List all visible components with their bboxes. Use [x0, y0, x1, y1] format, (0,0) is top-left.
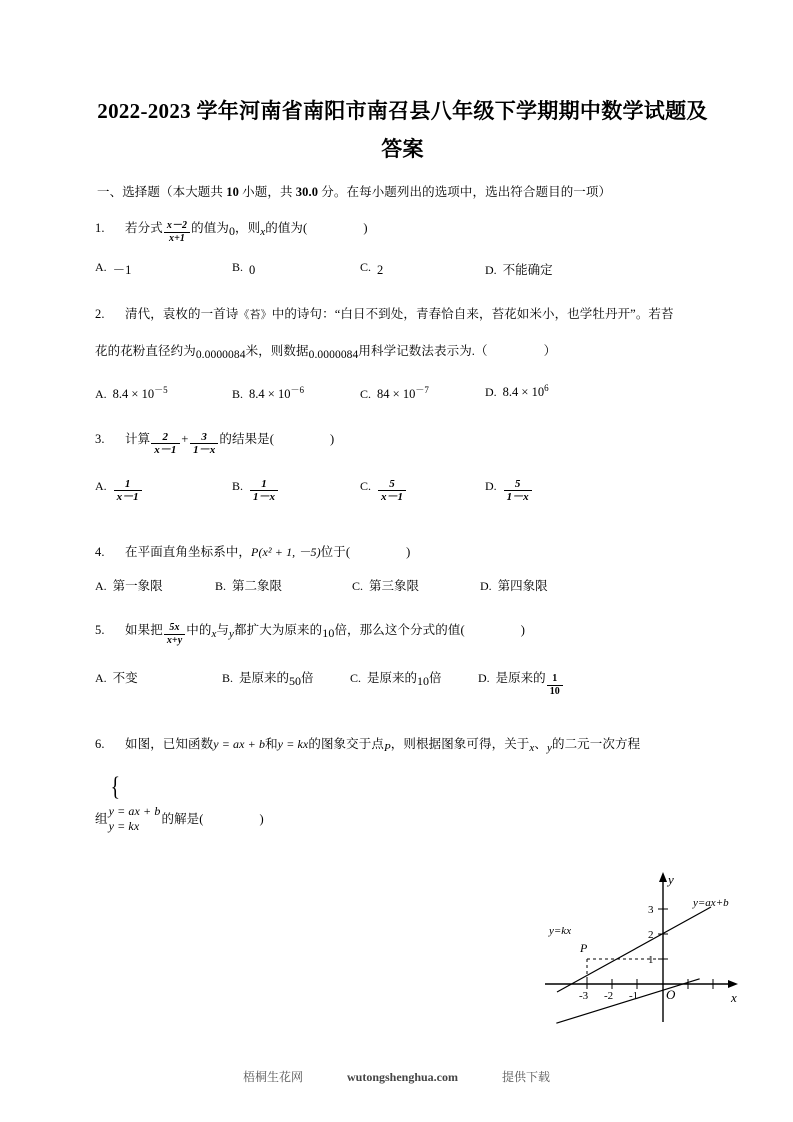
fraction-numerator: 1 [114, 478, 142, 491]
question-6-line2-a: 组 [95, 812, 108, 826]
question-5-option-c[interactable] [350, 668, 442, 689]
question-2-stem-line1 [95, 300, 710, 329]
question-1-fraction-numerator: x－2 [164, 220, 190, 233]
question-2-number: 2. [95, 307, 105, 321]
fraction-denominator: 1－x [193, 444, 216, 456]
option-value: 不变 [112, 671, 138, 685]
question-6-line2-b: 的解是( [161, 812, 204, 826]
question-1-fraction-denominator: x+1 [168, 233, 185, 244]
question-5-text-a: 如果把 [125, 623, 163, 637]
question-4-text-a: 在平面直角坐标系中， [125, 545, 252, 559]
option-label: D. [485, 385, 497, 400]
question-3-number: 3. [95, 432, 105, 446]
question-2 [95, 300, 710, 403]
question-1-text-a: 若分式 [125, 221, 163, 235]
fraction-denominator: 1－x [506, 491, 529, 503]
footer-url: wutongshenghua.com [346, 1070, 459, 1084]
option-mantissa: 8.4 × 10 [249, 387, 291, 402]
question-5 [95, 616, 710, 702]
question-6-line1-d: ，则根据图象可得，关于 [390, 737, 530, 751]
option-value: 0 [249, 263, 256, 277]
option-suffix: 倍 [429, 671, 442, 685]
question-3-text-b: 的结果是( [219, 432, 275, 446]
option-prefix: 是原来的 [239, 671, 290, 685]
question-2-line1-b: 中的诗句：“白日不到处，青春恰自来，苔花如米小，也学牡丹开”。若苔 [271, 307, 674, 321]
option-label: B. [232, 387, 244, 402]
fraction-numerator: 1 [547, 673, 563, 686]
question-1-text-d: 的值为( [265, 221, 308, 235]
option-exponent: －7 [415, 385, 429, 395]
option-value: 不能确定 [502, 263, 553, 277]
option-mantissa: 8.4 × 10 [112, 387, 155, 402]
figure-x-tick--2: -2 [604, 990, 614, 1002]
question-4 [95, 538, 710, 596]
question-5-text-d: 都扩大为原来的 [234, 623, 323, 637]
question-2-option-c[interactable] [360, 383, 429, 402]
question-5-option-b[interactable] [222, 668, 314, 689]
question-2-option-d[interactable] [485, 383, 549, 400]
option-value [249, 387, 304, 401]
option-label: C. [360, 479, 372, 493]
question-5-variable-x: x [211, 628, 217, 640]
question-3-option-b[interactable] [232, 478, 279, 503]
question-1-option-d[interactable] [485, 260, 553, 278]
question-2-line2-c: 用科学记数法表示为.（ [358, 344, 488, 358]
option-number: 10 [417, 674, 430, 688]
question-1 [95, 214, 710, 280]
question-6-figure [535, 862, 750, 1032]
question-6-variable-x: x [529, 742, 535, 754]
fraction-numerator: 1 [250, 478, 278, 491]
question-3-stem [95, 425, 710, 456]
question-4-number: 4. [95, 545, 105, 559]
figure-line2-label: y=kx [549, 925, 572, 937]
option-value: 第一象限 [112, 579, 163, 593]
figure-line1-label: y=ax+b [693, 897, 729, 909]
fraction-denominator: 1－x [253, 491, 276, 503]
question-1-text-c: ，则 [235, 221, 261, 235]
question-6 [95, 730, 710, 834]
option-label: A. [95, 671, 107, 685]
fraction-denominator: x－1 [381, 491, 404, 503]
option-label: D. [485, 479, 497, 493]
question-1-option-a[interactable] [95, 260, 131, 278]
figure-x-tick--3: -3 [579, 990, 589, 1002]
fraction-numerator: 5x [164, 622, 185, 635]
system-equation-2: y = kx [108, 819, 140, 833]
question-6-line1-f: 的二元一次方程 [551, 737, 641, 751]
option-exponent: －6 [290, 385, 304, 395]
fraction-denominator: x+y [166, 635, 183, 646]
option-fraction [547, 673, 563, 698]
option-label: D. [478, 671, 490, 685]
option-mantissa: 8.4 × 10 [502, 385, 545, 400]
question-1-option-b[interactable] [232, 260, 255, 278]
option-mantissa: 84 × 10 [377, 387, 416, 402]
figure-point-p-label: P [580, 941, 588, 955]
question-4-text-c: ) [406, 545, 411, 559]
option-value: 第二象限 [232, 579, 283, 593]
question-4-options [95, 576, 710, 596]
question-2-value-1: 0.0000084 [195, 349, 246, 361]
option-label: D. [480, 579, 492, 593]
option-value: 2 [377, 263, 384, 277]
section-heading-count: 10 [226, 185, 239, 199]
question-6-equation-2: y = kx [277, 737, 309, 751]
question-5-text-e: 倍，那么这个分式的值( [334, 623, 465, 637]
section-heading-part1: 一、选择题（本大题共 [97, 185, 227, 199]
question-1-variable-x: x [260, 226, 266, 238]
section-heading [97, 182, 710, 202]
option-label: C. [350, 671, 362, 685]
question-6-stem-line1 [95, 730, 710, 762]
option-value [250, 478, 278, 503]
question-4-stem [95, 538, 710, 566]
option-prefix: 是原来的 [495, 671, 546, 685]
question-3-plus-sign: + [180, 432, 190, 446]
question-4-option-c[interactable] [352, 576, 419, 594]
question-5-text-b: 中的 [186, 623, 212, 637]
option-label: A. [95, 579, 107, 593]
option-label: C. [360, 260, 372, 274]
question-2-options [95, 383, 710, 403]
option-label: A. [95, 260, 107, 274]
option-label: C. [360, 387, 372, 402]
fraction-numerator: 5 [504, 478, 532, 491]
question-6-variable-y: y [547, 742, 552, 754]
question-2-line1-a: 清代，袁枚的一首诗 [125, 307, 239, 321]
document-content [95, 92, 737, 1005]
option-label: A. [95, 479, 107, 493]
question-6-point-p: P [383, 742, 391, 754]
question-2-option-b[interactable] [232, 383, 304, 402]
question-1-options [95, 260, 710, 280]
question-3 [95, 425, 710, 512]
footer-action: 提供下载 [502, 1070, 551, 1084]
option-number: 50 [289, 674, 302, 688]
question-6-equation-1: y = ax + b [213, 737, 266, 751]
option-label: A. [95, 387, 107, 402]
question-5-variable-y: y [229, 628, 235, 640]
question-6-line1-c: 的图象交于点 [308, 737, 384, 751]
figure-x-axis-label: x [731, 990, 737, 1005]
figure-y-axis-label: y [668, 872, 674, 887]
section-heading-part3: 分。在每小题列出的选项中，选出符合题目的一项） [318, 185, 612, 199]
question-6-line1-a: 如图，已知函数 [125, 737, 214, 751]
question-3-fraction-1 [151, 431, 179, 456]
section-heading-part2: 小题，共 [238, 185, 296, 199]
question-2-line2-d: ） [543, 344, 557, 358]
option-value [378, 478, 406, 503]
brace-icon: { [110, 772, 120, 801]
option-label: B. [215, 579, 227, 593]
figure-y-tick-2: 2 [648, 929, 654, 941]
question-6-stem-line2 [95, 772, 710, 834]
question-6-line1-e: 、 [534, 737, 547, 751]
question-4-option-a[interactable] [95, 576, 163, 594]
question-1-text-e: ) [363, 221, 368, 235]
question-4-option-d[interactable] [480, 576, 548, 594]
option-suffix: 倍 [301, 671, 314, 685]
option-value: －1 [112, 263, 132, 277]
question-1-text-b: 的值为 [191, 221, 229, 235]
question-3-text-a: 计算 [125, 432, 151, 446]
figure-origin-label: O [666, 987, 676, 1002]
question-1-number: 1. [95, 221, 105, 235]
question-6-equation-system [108, 772, 161, 834]
question-1-value-zero: 0 [228, 224, 236, 238]
question-2-value-2: 0.0000084 [308, 349, 359, 361]
option-value: 第三象限 [369, 579, 420, 593]
question-2-option-a[interactable] [95, 383, 168, 402]
option-label: C. [352, 579, 364, 593]
question-5-factor: 10 [322, 626, 335, 640]
question-2-line2-a: 花的花粉直径约为 [95, 344, 196, 358]
option-value [503, 385, 549, 399]
question-5-text-c: 与 [216, 623, 230, 637]
question-4-option-b[interactable] [215, 576, 282, 594]
option-value: 第四象限 [497, 579, 548, 593]
question-5-number: 5. [95, 623, 105, 637]
footer-site-name: 梧桐生花网 [242, 1070, 303, 1084]
question-3-text-c: ) [330, 432, 335, 446]
question-6-line2-c: ) [259, 812, 264, 826]
question-5-option-d[interactable] [478, 668, 564, 698]
question-2-poem-title: 《苔》 [238, 309, 272, 321]
footer [0, 1068, 793, 1085]
question-5-stem [95, 616, 710, 648]
page-title: 2022-2023 学年河南省南阳市南召县八年级下学期期中数学试题及答案 [97, 99, 708, 161]
question-3-option-a[interactable] [95, 478, 143, 503]
option-value [113, 387, 168, 401]
question-1-option-c[interactable] [360, 260, 383, 278]
option-exponent: 6 [544, 383, 549, 393]
option-value [377, 387, 429, 401]
question-1-stem [95, 214, 710, 246]
question-3-options [95, 478, 710, 512]
question-3-option-d[interactable] [485, 478, 533, 503]
fraction-denominator: 10 [549, 686, 560, 697]
question-6-line1-b: 和 [265, 737, 278, 751]
question-2-line2-b: 米，则数据 [245, 344, 309, 358]
option-value [114, 478, 142, 503]
question-4-text-b: 位于( [320, 545, 351, 559]
question-5-options [95, 668, 710, 702]
figure-x-tick--1: -1 [629, 990, 639, 1002]
figure-y-tick-3: 3 [648, 904, 654, 916]
fraction-numerator: 5 [378, 478, 406, 491]
option-prefix: 是原来的 [367, 671, 418, 685]
fraction-numerator: 2 [151, 431, 179, 444]
option-label: D. [485, 263, 497, 277]
section-heading-points: 30.0 [295, 185, 319, 199]
question-5-text-f: ) [520, 623, 525, 637]
question-3-option-c[interactable] [360, 478, 407, 503]
figure-y-tick-1: 1 [648, 954, 654, 966]
question-1-fraction [164, 220, 190, 245]
system-equation-1: y = ax + b [108, 804, 161, 818]
option-value [504, 478, 532, 503]
fraction-denominator: x－1 [154, 444, 177, 456]
fraction-denominator: x－1 [116, 491, 139, 503]
option-exponent: －5 [154, 385, 168, 395]
question-4-point-expression: P(x² + 1, －5) [251, 545, 321, 559]
question-5-fraction [164, 622, 185, 647]
question-3-fraction-2 [190, 431, 218, 456]
option-label: B. [222, 671, 234, 685]
question-5-option-a[interactable] [95, 668, 138, 686]
option-label: B. [232, 479, 244, 493]
question-2-stem-line2 [95, 337, 710, 369]
fraction-numerator: 3 [190, 431, 218, 444]
question-6-number: 6. [95, 737, 105, 751]
option-label: B. [232, 260, 244, 274]
